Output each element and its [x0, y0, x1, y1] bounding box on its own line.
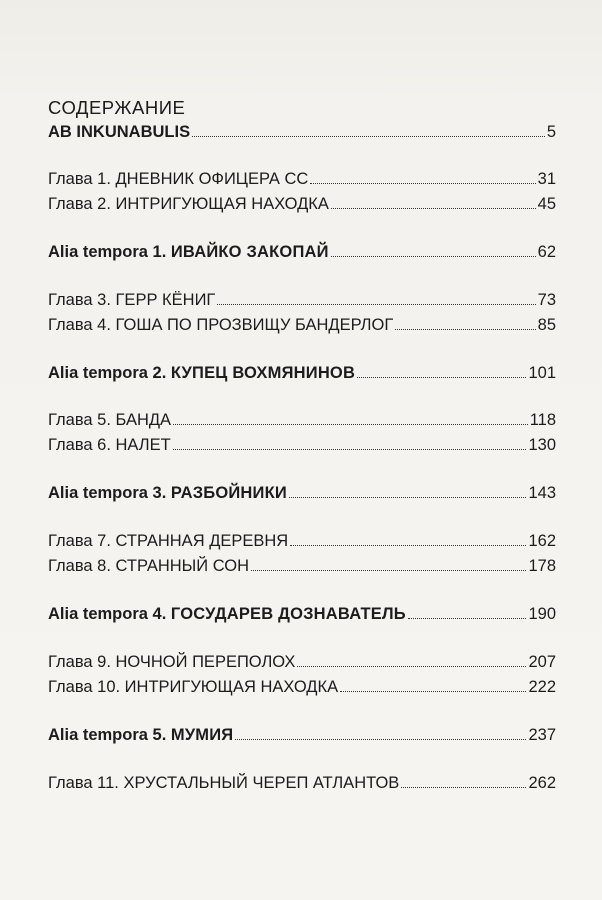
entry-page: 5: [546, 123, 556, 141]
entry-prefix: Alia tempora 2.: [48, 364, 171, 382]
entry-page: 45: [537, 195, 556, 213]
toc-entry: [48, 557, 556, 576]
entry-page: 143: [528, 484, 556, 502]
dot-leader: [310, 182, 535, 184]
entry-title: Глава 9. НОЧНОЙ ПЕРЕПОЛОХ: [48, 653, 296, 671]
entry-title: РАЗБОЙНИКИ: [170, 484, 287, 502]
entry-prefix: Alia tempora 3.: [48, 484, 171, 502]
dot-leader: [289, 496, 527, 498]
toc-entry: [48, 195, 556, 214]
entry-page: 130: [528, 436, 556, 454]
entry-prefix: Alia tempora 4.: [48, 605, 171, 623]
dot-leader: [173, 423, 528, 425]
entry-title: ИВАЙКО ЗАКОПАЙ: [170, 243, 329, 261]
dot-leader: [357, 376, 526, 378]
entry-page: 262: [528, 774, 556, 792]
dot-leader: [401, 786, 526, 788]
entry-page: 73: [537, 291, 556, 309]
entry-page: 31: [537, 170, 556, 188]
toc-entry: [48, 484, 556, 503]
dot-leader: [331, 255, 536, 257]
toc-entry: [48, 605, 556, 624]
toc-entry: [48, 170, 556, 189]
toc-entry: [48, 291, 556, 310]
dot-leader: [331, 207, 536, 209]
entry-title: Глава 3. ГЕРР КЁНИГ: [48, 291, 216, 309]
toc-entry: [48, 774, 556, 793]
entry-title: Глава 2. ИНТРИГУЮЩАЯ НАХОДКА: [48, 195, 329, 213]
toc-entry: [48, 532, 556, 551]
toc-entry: [48, 364, 556, 383]
entry-title: Глава 8. СТРАННЫЙ СОН: [48, 557, 250, 575]
entry-page: 190: [528, 605, 556, 623]
entry-title: КУПЕЦ ВОХМЯНИНОВ: [170, 364, 356, 382]
toc-heading: СОДЕРЖАНИЕ: [48, 97, 186, 118]
entry-page: 222: [528, 678, 556, 696]
entry-title: Глава 7. СТРАННАЯ ДЕРЕВНЯ: [48, 532, 289, 550]
toc-entry: [48, 653, 556, 672]
entry-title: Глава 5. БАНДА: [48, 411, 172, 429]
dot-leader: [217, 303, 535, 305]
entry-title: Глава 6. НАЛЕТ: [48, 436, 171, 454]
entry-title: Глава 4. ГОША ПО ПРОЗВИЩУ БАНДЕРЛОГ: [48, 316, 394, 334]
entry-prefix: Alia tempora 5.: [48, 726, 171, 744]
dot-leader: [251, 569, 526, 571]
toc-entry: [48, 726, 556, 745]
entry-title: МУМИЯ: [170, 726, 234, 744]
toc-entry: [48, 316, 556, 335]
toc-entry: [48, 243, 556, 262]
dot-leader: [173, 448, 527, 450]
entry-page: 118: [529, 411, 556, 429]
entry-page: 178: [528, 557, 556, 575]
dot-leader: [340, 690, 526, 692]
toc-entry: [48, 411, 556, 430]
entry-title: AB INKUNABULIS: [48, 123, 191, 141]
entry-page: 207: [528, 653, 556, 671]
entry-page: 62: [537, 243, 556, 261]
entry-prefix: Alia tempora 1.: [48, 243, 171, 261]
entry-title: Глава 1. ДНЕВНИК ОФИЦЕРА СС: [48, 170, 309, 188]
entry-title: Глава 10. ИНТРИГУЮЩАЯ НАХОДКА: [48, 678, 339, 696]
dot-leader: [408, 617, 527, 619]
toc-entry: [48, 123, 556, 142]
entry-page: 237: [528, 726, 556, 744]
entry-page: 85: [537, 316, 556, 334]
dot-leader: [297, 665, 526, 667]
dot-leader: [290, 544, 526, 546]
toc-entry: [48, 436, 556, 455]
dot-leader: [235, 738, 526, 740]
dot-leader: [395, 328, 535, 330]
entry-title: ГОСУДАРЕВ ДОЗНАВАТЕЛЬ: [170, 605, 406, 623]
entry-page: 101: [528, 364, 556, 382]
dot-leader: [192, 135, 545, 137]
entry-title: Глава 11. ХРУСТАЛЬНЫЙ ЧЕРЕП АТЛАНТОВ: [48, 774, 400, 792]
toc-entry: [48, 678, 556, 697]
entry-page: 162: [528, 532, 556, 550]
